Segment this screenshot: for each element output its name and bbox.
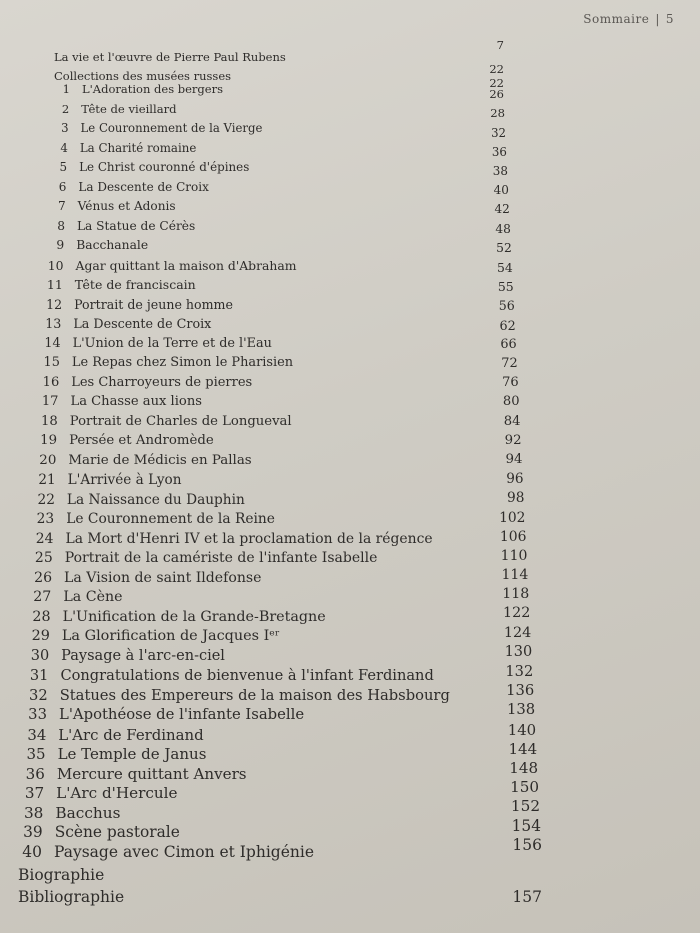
entry-number: 7 bbox=[57, 199, 66, 214]
entry-title: Congratulations de bienvenue à l'infant Ferdinand bbox=[60, 667, 434, 685]
entry-number: 2 bbox=[61, 101, 70, 116]
entry-number: 39 bbox=[23, 823, 43, 842]
entry-title: La Descente de Croix bbox=[78, 179, 209, 194]
entry-title: Tête de franciscain bbox=[74, 277, 196, 293]
entry-page: 26 bbox=[489, 87, 504, 102]
entry-number: 4 bbox=[60, 140, 68, 155]
entry-page: 154 bbox=[511, 816, 542, 835]
entry-number: 36 bbox=[25, 764, 45, 783]
entry-number: 21 bbox=[38, 472, 56, 489]
entry-title: L'Arc de Ferdinand bbox=[58, 725, 204, 744]
entry-title: La Glorification de Jacques Iᵉʳ bbox=[61, 628, 280, 645]
page-number: 22 bbox=[489, 76, 504, 90]
toc-entry bbox=[33, 414, 292, 429]
toc-entry bbox=[41, 199, 175, 213]
entry-number: 12 bbox=[46, 296, 63, 312]
toc-entry bbox=[16, 843, 314, 861]
entry-page: 42 bbox=[494, 202, 510, 217]
toc-entry bbox=[28, 550, 378, 566]
entry-title: Portrait de jeune homme bbox=[74, 296, 233, 312]
entry-title: Bacchanale bbox=[76, 238, 149, 253]
entry-title: La Vision de saint Ildefonse bbox=[64, 569, 262, 586]
toc-entry bbox=[41, 219, 196, 233]
entry-page: 110 bbox=[500, 547, 528, 564]
entry-page: 156 bbox=[512, 835, 542, 854]
toc-entry bbox=[35, 355, 293, 370]
toc-entry bbox=[46, 82, 223, 96]
entry-title: Paysage à l'arc-en-ciel bbox=[61, 647, 225, 664]
entry-title: L'Arrivée à Lyon bbox=[67, 472, 182, 489]
header-page-number: 5 bbox=[665, 12, 674, 26]
entry-number: 18 bbox=[41, 413, 58, 429]
entry-title: La Cène bbox=[63, 589, 123, 606]
toc-entry bbox=[34, 394, 202, 409]
entry-number: 9 bbox=[56, 238, 65, 253]
header-separator: | bbox=[655, 12, 660, 26]
entry-page: 114 bbox=[501, 567, 529, 584]
entry-page: 32 bbox=[491, 125, 506, 140]
entry-page: 28 bbox=[490, 106, 505, 121]
toc-entry bbox=[25, 609, 326, 625]
toc-entry bbox=[18, 784, 177, 802]
entry-page: 84 bbox=[503, 413, 521, 429]
entry-title: La Descente de Croix bbox=[73, 316, 212, 332]
back-matter-entry bbox=[18, 866, 104, 884]
entry-number: 5 bbox=[59, 160, 68, 175]
entry-title: Les Charroyeurs de pierres bbox=[71, 374, 253, 390]
entry-page: 52 bbox=[496, 240, 512, 255]
entry-page: 54 bbox=[497, 259, 513, 275]
toc-entry bbox=[44, 121, 262, 135]
entry-page: 40 bbox=[493, 183, 509, 198]
entry-title: L'Arc d'Hercule bbox=[56, 784, 178, 803]
toc-entry bbox=[20, 745, 207, 763]
toc-entry bbox=[24, 628, 279, 644]
entry-number: 28 bbox=[32, 608, 51, 625]
intro-entry-page: 7 bbox=[496, 38, 504, 52]
entry-title: Persée et Andromède bbox=[69, 433, 214, 449]
entry-title: Portrait de Charles de Longueval bbox=[69, 413, 292, 429]
entry-title: La Mort d'Henri IV et la proclamation de la régence bbox=[65, 530, 433, 547]
entry-title: L'Unification de la Grande-Bretagne bbox=[62, 608, 326, 625]
toc-entry bbox=[40, 238, 148, 252]
toc-entry bbox=[29, 511, 275, 527]
toc-entry bbox=[38, 297, 233, 312]
entry-title: La Charité romaine bbox=[79, 140, 197, 155]
toc-entry bbox=[28, 531, 432, 547]
entry-title: Le Couronnement de la Reine bbox=[66, 511, 275, 528]
entry-title: Mercure quittant Anvers bbox=[56, 764, 247, 783]
entry-page: 144 bbox=[508, 739, 538, 758]
entry-number: 35 bbox=[26, 745, 46, 764]
entry-title: Le Christ couronné d'épines bbox=[79, 160, 250, 175]
entry-page: 124 bbox=[503, 624, 532, 641]
entry-title: Statues des Empereurs de la maison des Habsbourg bbox=[59, 686, 450, 704]
entry-number: 34 bbox=[27, 725, 47, 744]
entry-number: 22 bbox=[37, 491, 55, 508]
entry-page: 72 bbox=[501, 355, 518, 371]
entry-number: 29 bbox=[31, 628, 50, 645]
entry-title: Marie de Médicis en Pallas bbox=[68, 452, 252, 468]
entry-title: Bacchus bbox=[55, 803, 121, 822]
entry-title: La Statue de Cérès bbox=[76, 218, 196, 233]
entry-number: 25 bbox=[34, 550, 53, 567]
entry-number: 31 bbox=[29, 667, 49, 685]
toc-entry bbox=[39, 258, 296, 273]
toc-entry bbox=[19, 765, 246, 783]
entry-page: 38 bbox=[492, 164, 508, 178]
toc-entry bbox=[17, 823, 180, 841]
section-title: Sommaire bbox=[583, 12, 650, 26]
toc-entry bbox=[43, 160, 249, 174]
entry-page: 102 bbox=[499, 509, 526, 526]
entry-title: Tête de vieillard bbox=[81, 101, 177, 116]
back-matter-title: Biographie bbox=[18, 866, 105, 884]
entry-number: 27 bbox=[33, 589, 52, 606]
toc-entry bbox=[21, 706, 304, 723]
entry-page: 148 bbox=[509, 759, 539, 778]
entry-title: Vénus et Adonis bbox=[77, 199, 176, 214]
entry-number: 17 bbox=[41, 394, 59, 410]
entry-page: 138 bbox=[506, 701, 536, 719]
entry-number: 15 bbox=[43, 355, 60, 371]
entry-title: L'Union de la Terre et de l'Eau bbox=[72, 335, 272, 351]
entry-title: L'Apothéose de l'infante Isabelle bbox=[59, 706, 305, 724]
toc-entry bbox=[45, 102, 176, 116]
entry-page: 150 bbox=[510, 778, 540, 797]
entry-number: 37 bbox=[24, 784, 45, 803]
entry-number: 14 bbox=[44, 335, 61, 351]
entry-page: 94 bbox=[505, 451, 523, 467]
entry-page: 76 bbox=[502, 375, 519, 391]
entry-number: 13 bbox=[45, 316, 62, 332]
intro-entry-title: La vie et l'œuvre de Pierre Paul Rubens bbox=[54, 50, 286, 64]
entry-page: 140 bbox=[507, 720, 537, 739]
entry-page: 62 bbox=[499, 317, 516, 333]
entry-page: 92 bbox=[504, 432, 522, 448]
entry-number: 32 bbox=[29, 686, 48, 704]
entry-page: 80 bbox=[502, 394, 520, 410]
toc-entry bbox=[18, 804, 121, 822]
back-matter-entry bbox=[18, 888, 124, 906]
entry-page: 130 bbox=[504, 643, 533, 660]
entry-title: Le Couronnement de la Vierge bbox=[80, 121, 263, 136]
entry-page: 66 bbox=[500, 336, 517, 352]
back-matter-title: Bibliographie bbox=[18, 888, 125, 906]
entry-number: 10 bbox=[47, 257, 64, 273]
entry-page: 36 bbox=[491, 144, 507, 159]
entry-title: Le Repas chez Simon le Pharisien bbox=[71, 355, 294, 371]
entry-page: 56 bbox=[498, 298, 515, 314]
entry-page: 55 bbox=[497, 279, 514, 295]
entry-number: 11 bbox=[46, 277, 63, 293]
back-matter-page: 157 bbox=[512, 888, 542, 906]
entry-title: Paysage avec Cimon et Iphigénie bbox=[54, 842, 315, 861]
entry-number: 16 bbox=[42, 374, 60, 390]
intro-entry bbox=[54, 50, 286, 64]
entry-number: 23 bbox=[36, 511, 55, 528]
intro-entry-page: 22 bbox=[489, 62, 504, 76]
entry-number: 19 bbox=[40, 433, 58, 449]
entry-page: 136 bbox=[506, 682, 535, 700]
entry-page: 96 bbox=[506, 471, 524, 488]
entry-number: 38 bbox=[23, 803, 44, 822]
toc-entry bbox=[23, 667, 434, 684]
entry-page: 152 bbox=[510, 797, 541, 816]
toc-entry bbox=[34, 375, 252, 390]
toc-entry bbox=[42, 180, 209, 194]
entry-page: 98 bbox=[507, 490, 525, 507]
entry-number: 33 bbox=[28, 706, 48, 724]
entry-number: 26 bbox=[34, 569, 53, 586]
toc-entry bbox=[37, 316, 212, 331]
toc-entry bbox=[26, 589, 123, 605]
toc-entry bbox=[31, 472, 182, 488]
entry-number: 40 bbox=[22, 842, 42, 861]
entry-title: L'Adoration des bergers bbox=[82, 82, 223, 97]
entry-page: 48 bbox=[495, 221, 511, 236]
entry-title: La Chasse aux lions bbox=[70, 394, 202, 410]
entry-number: 20 bbox=[39, 452, 57, 468]
toc-entry bbox=[27, 570, 262, 586]
toc-entry bbox=[44, 141, 197, 155]
entry-page: 118 bbox=[502, 586, 530, 603]
entry-number: 6 bbox=[58, 179, 67, 194]
toc-entry bbox=[30, 492, 245, 508]
toc-entry bbox=[36, 336, 272, 351]
toc-entry bbox=[32, 433, 214, 448]
entry-number: 8 bbox=[57, 218, 65, 233]
entry-number: 3 bbox=[61, 121, 69, 136]
entry-number: 1 bbox=[62, 82, 70, 97]
entry-title: Scène pastorale bbox=[54, 823, 180, 842]
entry-page: 106 bbox=[499, 528, 527, 545]
entry-title: Le Temple de Janus bbox=[57, 745, 207, 764]
intro-entry-title: Collections des musées russes bbox=[54, 69, 232, 83]
intro-entry bbox=[54, 69, 231, 83]
entry-number: 24 bbox=[35, 530, 54, 547]
entry-title: Agar quittant la maison d'Abraham bbox=[75, 257, 297, 273]
toc-entry bbox=[22, 687, 450, 704]
entry-page: 122 bbox=[503, 605, 531, 622]
entry-title: La Naissance du Dauphin bbox=[66, 491, 245, 508]
toc-entry bbox=[38, 277, 195, 292]
toc-entry bbox=[24, 648, 225, 664]
entry-number: 30 bbox=[30, 647, 50, 664]
toc-entry bbox=[31, 453, 251, 468]
entry-title: Portrait de la caméristе de l'infante Isabelle bbox=[64, 550, 378, 567]
entry-page: 132 bbox=[505, 663, 534, 681]
toc-entry bbox=[21, 726, 204, 744]
